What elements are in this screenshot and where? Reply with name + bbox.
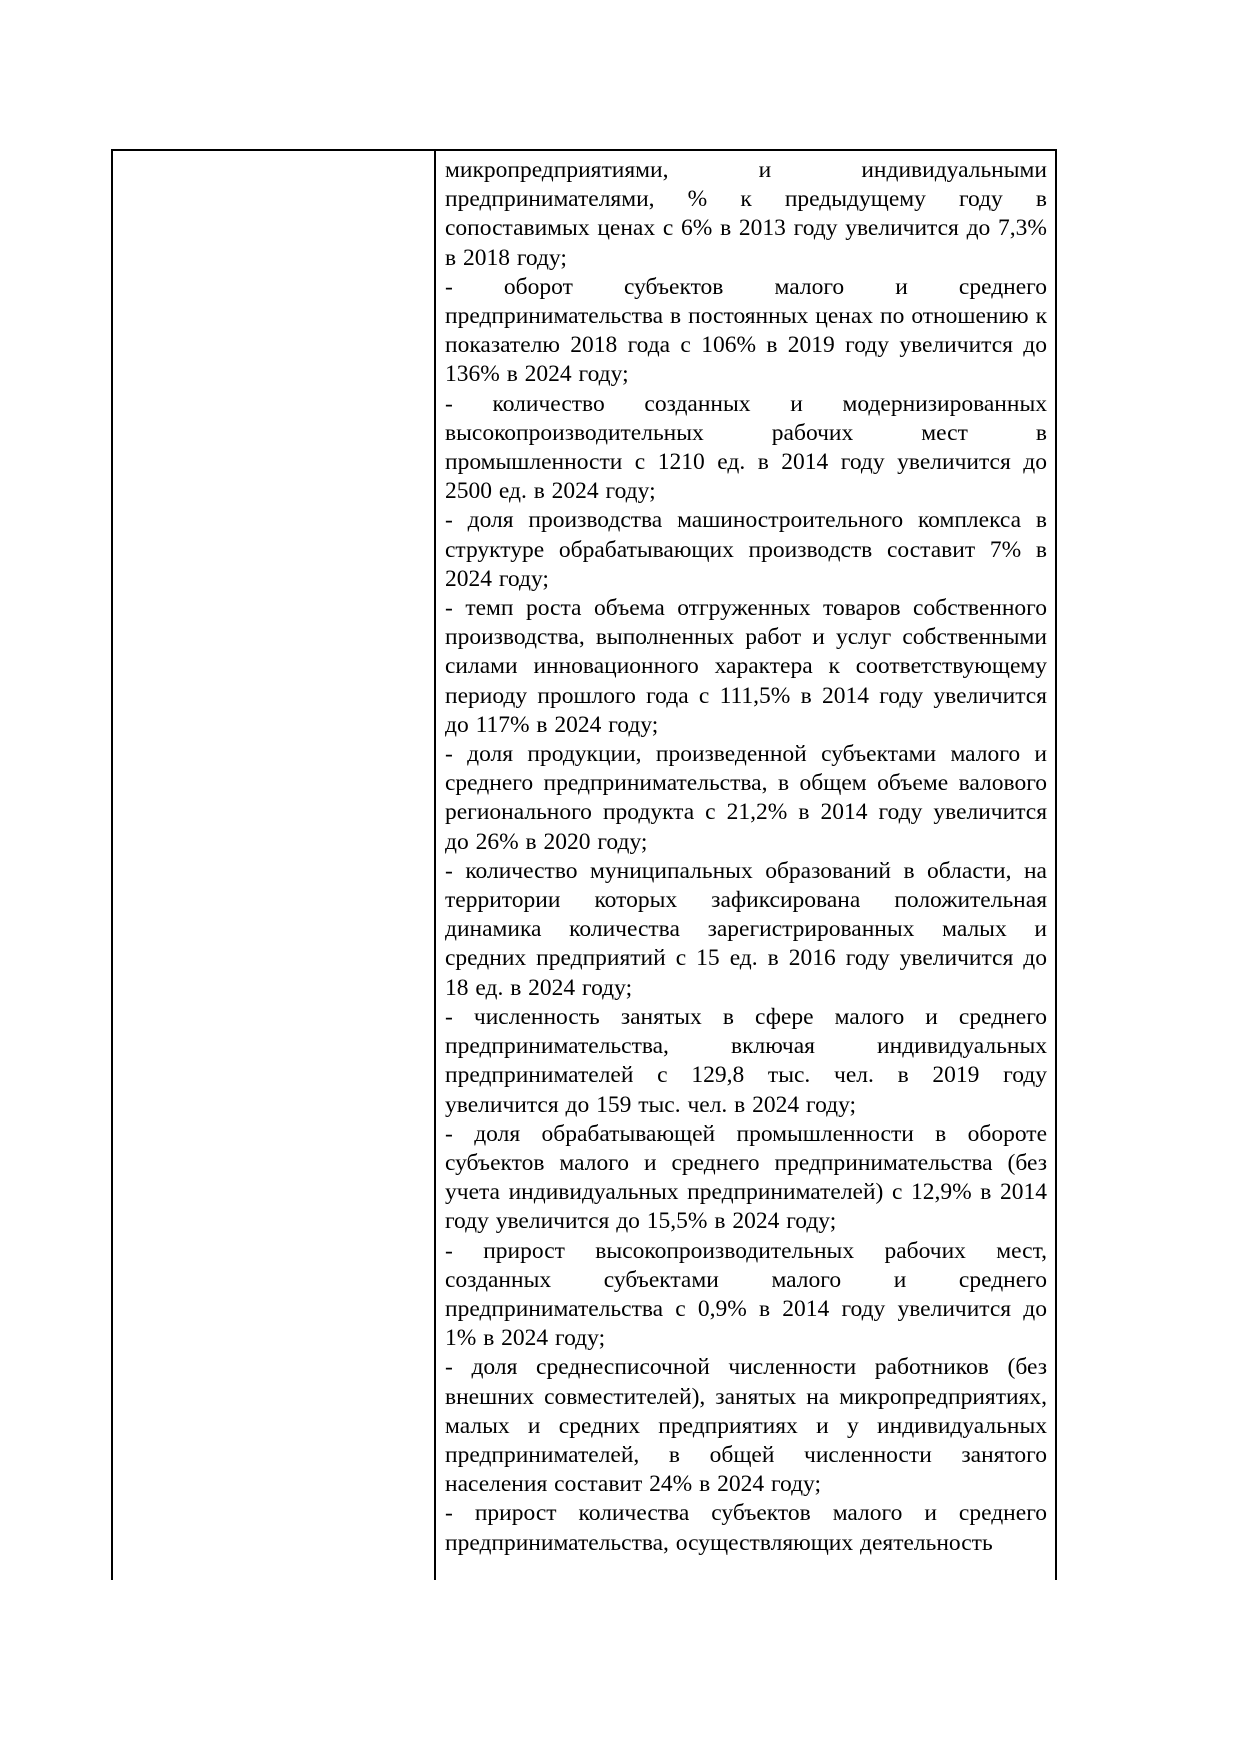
table-cell-right <box>436 151 1057 1580</box>
indicator-paragraph: - доля обрабатывающей промышленности в обороте субъектов малого и среднего предпринимательства (без учета индивидуальных предпринимателей) с 12,9% в 2014 году увеличится до 15,5% в 2024 году; <box>445 1120 1047 1235</box>
indicator-paragraph: - прирост количества субъектов малого и среднего предпринимательства, осуществляющих деятельность <box>445 1500 1047 1556</box>
indicator-paragraph: - доля производства машиностроительного комплекса в структуре обрабатывающих производств составит 7% в 2024 году; <box>445 507 1047 592</box>
indicators-text-block <box>445 156 1047 1558</box>
document-table <box>111 149 1057 1580</box>
indicator-paragraph: - оборот субъектов малого и среднего предпринимательства в постоянных ценах по отношению к показателю 2018 года с 106% в 2019 году увеличится до 136% в 2024 году; <box>445 273 1047 388</box>
indicator-paragraph: - прирост высокопроизводительных рабочих мест, созданных субъектами малого и среднего предпринимательства с 0,9% в 2014 году увеличится до 1% в 2024 году; <box>445 1237 1047 1352</box>
indicator-paragraph: - количество созданных и модернизированных высокопроизводительных рабочих мест в промышленности с 1210 ед. в 2014 году увеличится до 2500 ед. в 2024 году; <box>445 390 1047 505</box>
indicator-paragraph: - доля продукции, произведенной субъектами малого и среднего предпринимательства, в общем объеме валового регионального продукта с 21,2% в 2014 году увеличится до 26% в 2020 году; <box>445 741 1047 855</box>
indicator-paragraph: - доля среднесписочной численности работников (без внешних совместителей), занятых на микропредприятиях, малых и средних предприятиях и у индивидуальных предпринимателей, в общей численности занятого населения составит 24% в 2024 году; <box>445 1354 1047 1498</box>
indicator-paragraph: - темп роста объема отгруженных товаров собственного производства, выполненных работ и услуг собственными силами инновационного характера к соответствующему периоду прошлого года с 111,5% в 2014 году увеличится до 117% в 2024 году; <box>445 595 1047 738</box>
indicator-paragraph: микропредприятиями, и индивидуальными предпринимателями, % к предыдущему году в сопоставимых ценах с 6% в 2013 году увеличится до 7,3% в 2018 году; <box>445 157 1047 271</box>
table-cell-left <box>111 151 436 1580</box>
indicator-paragraph: - численность занятых в сфере малого и среднего предпринимательства, включая индивидуальных предпринимателей с 129,8 тыс. чел. в 2019 году увеличится до 159 тыс. чел. в 2024 году; <box>445 1003 1047 1118</box>
indicator-paragraph: - количество муниципальных образований в области, на территории которых зафиксирована положительная динамика количества зарегистрированных малых и средних предприятий с 15 ед. в 2016 году увеличится до 18 ед. в 2024 году; <box>445 857 1047 1001</box>
